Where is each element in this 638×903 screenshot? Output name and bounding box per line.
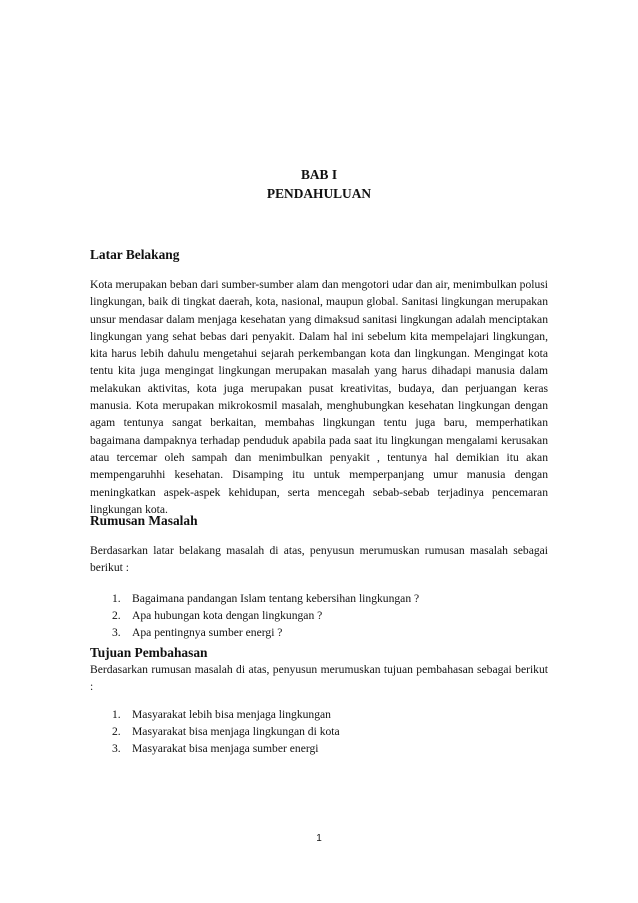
list-item-text: Masyarakat bisa menjaga sumber energi bbox=[132, 742, 319, 756]
paragraph-tujuan-pembahasan: Berdasarkan rumusan masalah di atas, penyusun merumuskan tujuan pembahasan sebagai berikut : bbox=[90, 663, 548, 694]
list-tujuan-pembahasan bbox=[112, 706, 552, 758]
list-item-text: Masyarakat lebih bisa menjaga lingkungan bbox=[132, 708, 331, 721]
page-number: 1 bbox=[316, 833, 322, 844]
section-heading-rumusan-masalah: Rumusan Masalah bbox=[90, 513, 198, 528]
paragraph-latar-belakang: Kota merupakan beban dari sumber-sumber alam dan mengotori udar dan air, menimbulkan polusi lingkungan, baik di tingkat daerah, kota, nasional, maupun global. Sanitasi lingkungan merupakan unsur mendasar dalam menjaga kesehatan yang dimaksud sanitasi lingkungan adalah menciptakan lingkungan yang sehat bebas dari penyakit. Dalam hal ini sebelum kita mempelajari lingkungan, kita harus lebih dahulu mengetahui sejarah perkembangan kota dan lingkungan. Mengingat kota tentu kita juga mengingat lingkungan merupakan masalah yang harus dihadapi manusia dalam melakukan aktivitas, kota juga merupakan pusat kreativitas, budaya, dan perjuangan keras manusia. Kota merupakan mikrokosmil masalah, menghubungkan kesehatan lingkungan dengan agam tentunya sangat berkaitan, membahas lingkungan tentu juga baru, memperhatikan bagaimana dampaknya terhadap penduduk apabila pada saat itu lingkungan mengalami kerusakan atau tercemar oleh sampah dan menimbulkan penyakit , tentunya hal demikian itu akan mempengaruhhi kesehatan. Disamping itu untuk memperpanjang umur manusia dengan meningkatkan aspek-aspek kehidupan, serta mencegah sebab-sebab terjadinya pencemaran lingkungan kota. bbox=[90, 278, 548, 516]
section-heading-tujuan-pembahasan: Tujuan Pembahasan bbox=[90, 645, 208, 660]
list-item-text: Masyarakat bisa menjaga lingkungan di kota bbox=[132, 725, 340, 739]
list-item bbox=[112, 706, 552, 723]
chapter-label: BAB I bbox=[300, 167, 338, 182]
list-item-text: Apa hubungan kota dengan lingkungan ? bbox=[132, 609, 323, 623]
paragraph-rumusan-masalah: Berdasarkan latar belakang masalah di atas, penyusun merumuskan rumusan masalah sebagai berikut : bbox=[90, 544, 548, 575]
list-item bbox=[112, 607, 552, 624]
list-rumusan-masalah bbox=[112, 590, 552, 642]
section-heading-latar-belakang: Latar Belakang bbox=[90, 247, 180, 262]
list-item-number: 1. bbox=[112, 708, 121, 721]
list-item-number: 3. bbox=[112, 742, 121, 756]
list-item-number: 2. bbox=[112, 725, 121, 739]
list-item-text: Bagaimana pandangan Islam tentang kebersihan lingkungan ? bbox=[132, 592, 420, 605]
list-item bbox=[112, 723, 552, 740]
list-item bbox=[112, 740, 552, 757]
chapter-title bbox=[0, 166, 638, 204]
list-item bbox=[112, 624, 552, 641]
list-item-number: 1. bbox=[112, 592, 121, 605]
list-item-text: Apa pentingnya sumber energi ? bbox=[132, 626, 283, 640]
list-item-number: 3. bbox=[112, 626, 121, 640]
list-item-number: 2. bbox=[112, 609, 121, 623]
list-item bbox=[112, 590, 552, 607]
chapter-name: PENDAHULUAN bbox=[266, 186, 372, 201]
